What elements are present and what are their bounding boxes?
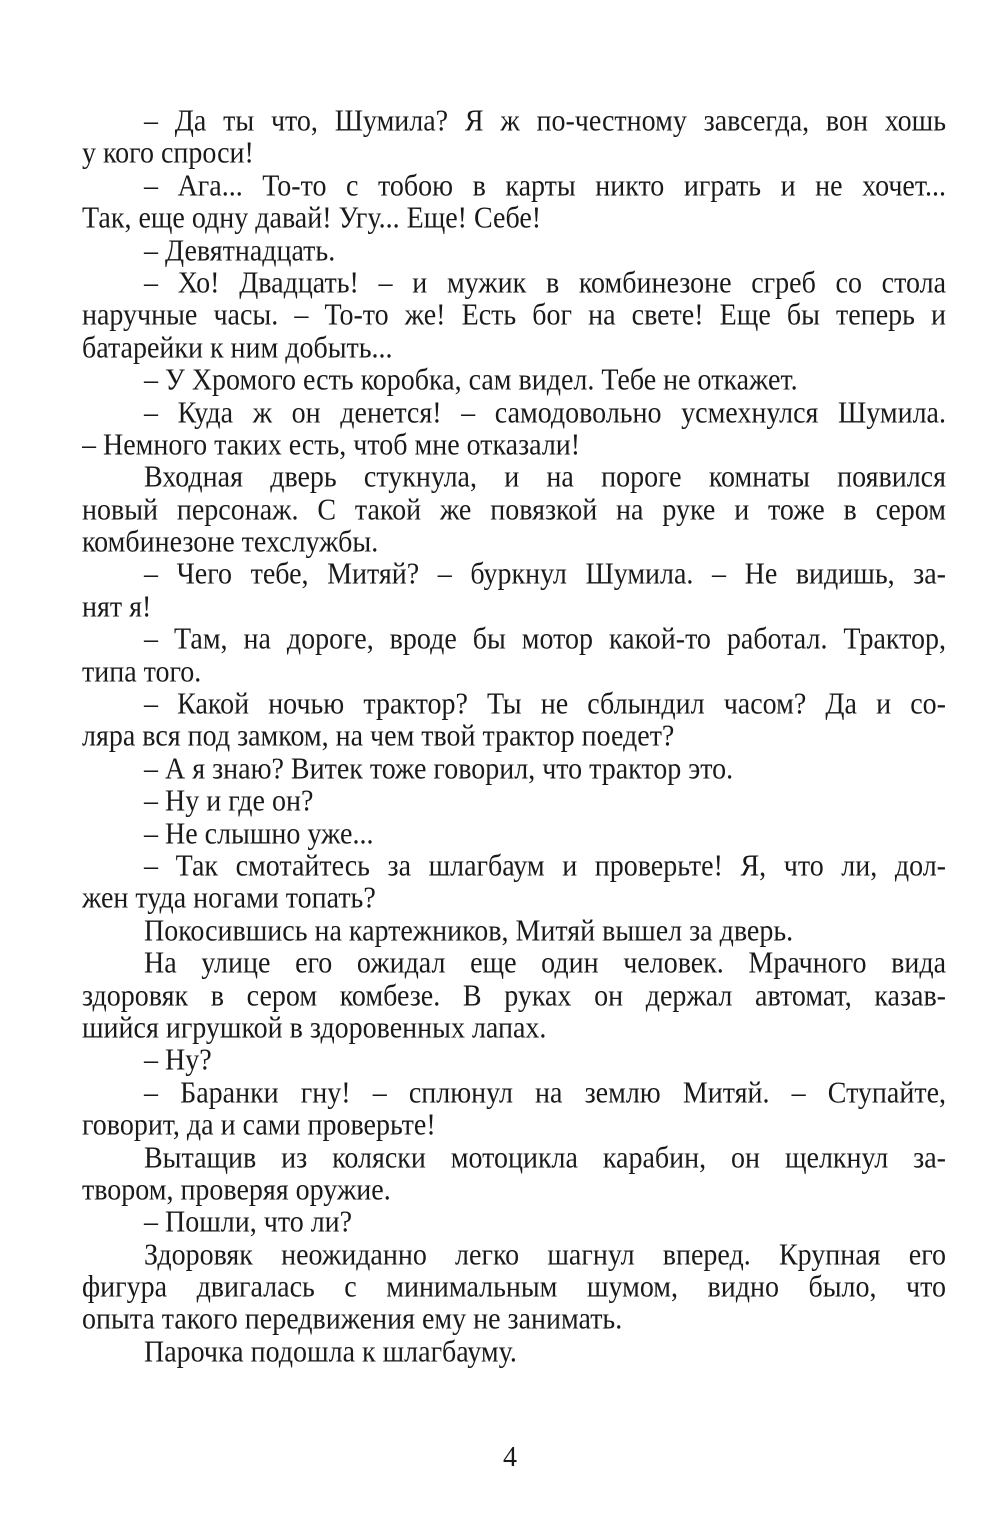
text-line: – Пошли, что ли? (144, 1205, 353, 1240)
text-line: батарейки к ним добыть... (82, 331, 393, 365)
text-line: Покосившись на картежников, Митяй вышел за дверь. (144, 914, 794, 948)
text-line: На улице его ожидал еще один человек. Мрачного вида (144, 946, 946, 981)
text-line: – Ну? (144, 1044, 212, 1078)
text-line: твором, проверяя оружие. (82, 1173, 391, 1208)
text-line: Входная дверь стукнула, и на пороге комнаты появился (144, 461, 946, 495)
text-line: Вытащив из коляски мотоцикла карабин, он щелкнул за- (144, 1141, 946, 1175)
text-line: у кого спроси! (82, 137, 254, 171)
text-line: шийся игрушкой в здоровенных лапах. (82, 1011, 547, 1046)
page-body-text (82, 106, 946, 1369)
text-line: нят я! (82, 590, 152, 625)
text-line: – Не слышно уже... (144, 817, 374, 851)
text-line: – Ага... То-то с тобою в карты никто играть и не хочет... (144, 169, 946, 203)
text-line: – Так смотайтесь за шлагбаум и проверьте! Я, что ли, дол- (144, 849, 946, 884)
text-line: Здоровяк неожиданно легко шагнул вперед. Крупная его (144, 1238, 946, 1272)
text-line: наручные часы. – То-то же! Есть бог на свете! Еще бы теперь и (82, 299, 946, 333)
text-line: фигура двигалась с минимальным шумом, видно было, что (82, 1270, 946, 1305)
text-line: типа того. (82, 655, 202, 689)
text-line: говорит, да и сами проверьте! (82, 1108, 436, 1143)
text-line: Парочка подошла к шлагбауму. (144, 1335, 517, 1370)
text-line: опыта такого передвижения ему не занимать. (82, 1303, 623, 1337)
text-line: – Да ты что, Шумила? Я ж по-честному завсегда, вон хошь (144, 104, 946, 139)
text-line: – Какой ночью трактор? Ты не сблындил часом? Да и со- (144, 687, 946, 722)
text-line: – Девятнадцать. (144, 234, 336, 268)
text-line: ляра вся под замком, на чем твой трактор поедет? (82, 720, 675, 754)
text-line: – А я знаю? Витек тоже говорил, что трактор это. (144, 752, 734, 786)
page-number: 4 (503, 1442, 517, 1473)
text-line: – Баранки гну! – сплюнул на землю Митяй. – Ступайте, (144, 1076, 946, 1110)
text-line: – Немного таких есть, чтоб мне отказали! (82, 428, 581, 463)
text-line: – Хо! Двадцать! – и мужик в комбинезоне сгреб со стола (144, 266, 946, 301)
text-line: – Там, на дороге, вроде бы мотор какой-то работал. Трактор, (144, 622, 946, 657)
text-line: комбинезоне техслужбы. (82, 525, 379, 560)
text-line: здоровяк в сером комбезе. В руках он держал автомат, казав- (82, 979, 946, 1013)
text-line: новый персонаж. С такой же повязкой на руке и тоже в сером (82, 493, 946, 527)
text-line: – У Хромого есть коробка, сам видел. Тебе не откажет. (144, 363, 798, 398)
text-line: – Ну и где он? (144, 784, 314, 819)
text-line: – Куда ж он денется! – самодовольно усмехнулся Шумила. (144, 396, 946, 430)
text-line: жен туда ногами топать? (82, 882, 376, 916)
text-line: – Чего тебе, Митяй? – буркнул Шумила. – Не видишь, за- (144, 558, 946, 592)
text-line: Так, еще одну давай! Угу... Еще! Себе! (82, 201, 542, 236)
